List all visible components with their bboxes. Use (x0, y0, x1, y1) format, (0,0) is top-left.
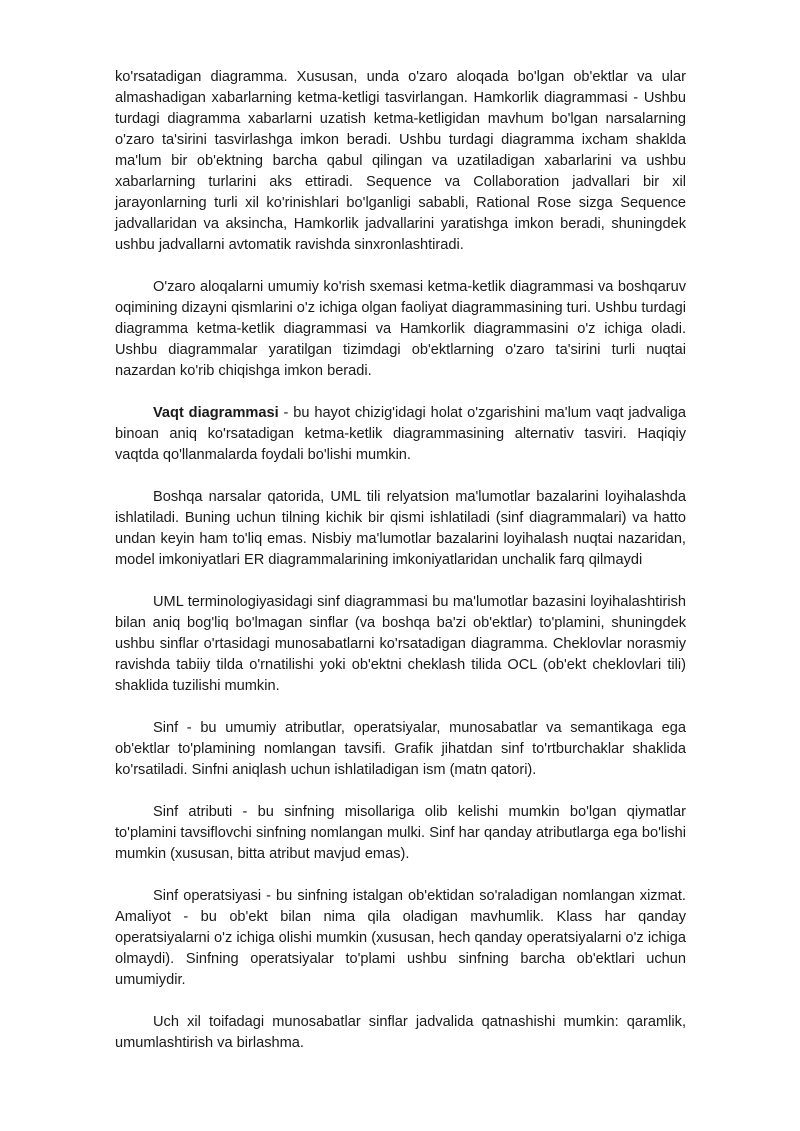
paragraph-gap (115, 571, 686, 592)
paragraph-gap (115, 466, 686, 487)
paragraph-5-text: UML terminologiyasidagi sinf diagrammasi bu ma'lumotlar bazasini loyihalashtirish bilan aniq bog'liq bo'lmagan sinflar (va boshqa ba'zi ob'ektlar) to'plamini, shuningdek ushbu sinflar o'rtasidagi munosabatlarni ko'rsatadigan diagramma. Cheklovlar norasmiy ravishda tabiiy tilda o'rnatilishi yoki ob'ektni cheklash tilida OCL (ob'ekt cheklovlari tili) shaklida tuzilishi mumkin. (115, 594, 686, 694)
paragraph-4-text: Boshqa narsalar qatorida, UML tili relyatsion ma'lumotlar bazalarini loyihalashda ishlatiladi. Buning uchun tilning kichik bir qismi ishlatiladi (sinf diagrammalari) va hatto undan keyin ham to'liq emas. Nisbiy ma'lumotlar bazalarini loyihalash nuqtai nazaridan, model imkoniyatlari ER diagrammalarining imkoniyatlaridan unchalik farq qilmaydi (115, 489, 686, 568)
paragraph-6 (115, 718, 686, 781)
paragraph-4 (115, 487, 686, 571)
paragraph-8 (115, 886, 686, 991)
paragraph-3-term: Vaqt diagrammasi (153, 405, 279, 421)
paragraph-3-text: - bu hayot chizig'idagi holat o'zgarishini ma'lum vaqt jadvaliga binoan aniq ko'rsatadigan ketma-ketlik diagrammasining alternativ tasviri. Haqiqiy vaqtda qo'llanmalarda foydali bo'lishi mumkin. (115, 405, 686, 463)
paragraph-gap (115, 382, 686, 403)
paragraph-8-text: Sinf operatsiyasi - bu sinfning istalgan ob'ektidan so'raladigan nomlangan xizmat. Amaliyot - bu ob'ekt bilan nima qila oladigan mavhumlik. Klass har qanday operatsiyalarni o'z ichiga olishi mumkin (xususan, hech qanday operatsiyalarni o'z ichiga olmaydi). Sinfning operatsiyalar to'plami ushbu sinfning barcha ob'ektlari uchun umumiydir. (115, 888, 686, 988)
paragraph-5 (115, 592, 686, 697)
paragraph-gap (115, 865, 686, 886)
paragraph-2 (115, 277, 686, 382)
paragraph-gap (115, 781, 686, 802)
paragraph-gap (115, 697, 686, 718)
paragraph-1 (115, 67, 686, 256)
paragraph-9-text: Uch xil toifadagi munosabatlar sinflar jadvalida qatnashishi mumkin: qaramlik, umumlashtirish va birlashma. (115, 1014, 686, 1051)
paragraph-7 (115, 802, 686, 865)
paragraph-3 (115, 403, 686, 466)
paragraph-gap (115, 256, 686, 277)
paragraph-1-text: ko'rsatadigan diagramma. Xususan, unda o'zaro aloqada bo'lgan ob'ektlar va ular almashadigan xabarlarning ketma-ketligi tasvirlangan. Hamkorlik diagrammasi - Ushbu turdagi diagramma xabarlarni uzatish ketma-ketligidan mavhum bo'lgan narsalarning o'zaro ta'sirini tasvirlashga imkon beradi. Ushbu turdagi diagramma ixcham shaklda ma'lum bir ob'ektning barcha qabul qilingan va uzatiladigan xabarlarini va ushbu xabarlarning turlarini aks ettiradi. Sequence va Collaboration jadvallari bir xil jarayonlarning turli xil ko'rinishlari bo'lganligi sababli, Rational Rose sizga Sequence jadvallaridan va aksincha, Hamkorlik jadvallarini yaratishga imkon beradi, shuningdek ushbu jadvallarni avtomatik ravishda sinxronlashtiradi. (115, 69, 686, 253)
document-page (115, 67, 686, 1054)
paragraph-9 (115, 1012, 686, 1054)
paragraph-gap (115, 991, 686, 1012)
paragraph-6-text: Sinf - bu umumiy atributlar, operatsiyalar, munosabatlar va semantikaga ega ob'ektlar to'plamining nomlangan tavsifi. Grafik jihatdan sinf to'rtburchaklar shaklida ko'rsatiladi. Sinfni aniqlash uchun ishlatiladigan ism (matn qatori). (115, 720, 686, 778)
paragraph-7-text: Sinf atributi - bu sinfning misollariga olib kelishi mumkin bo'lgan qiymatlar to'plamini tavsiflovchi sinfning nomlangan mulki. Sinf har qanday atributlarga ega bo'lishi mumkin (xususan, bitta atribut mavjud emas). (115, 804, 686, 862)
paragraph-2-text: O'zaro aloqalarni umumiy ko'rish sxemasi ketma-ketlik diagrammasi va boshqaruv oqimining dizayni qismlarini o'z ichiga olgan faoliyat diagrammasining turi. Ushbu turdagi diagramma ketma-ketlik diagrammasi va Hamkorlik diagrammasini o'z ichiga oladi. Ushbu diagrammalar yaratilgan tizimdagi ob'ektlarning o'zaro ta'sirini turli nuqtai nazardan ko'rib chiqishga imkon beradi. (115, 279, 686, 379)
